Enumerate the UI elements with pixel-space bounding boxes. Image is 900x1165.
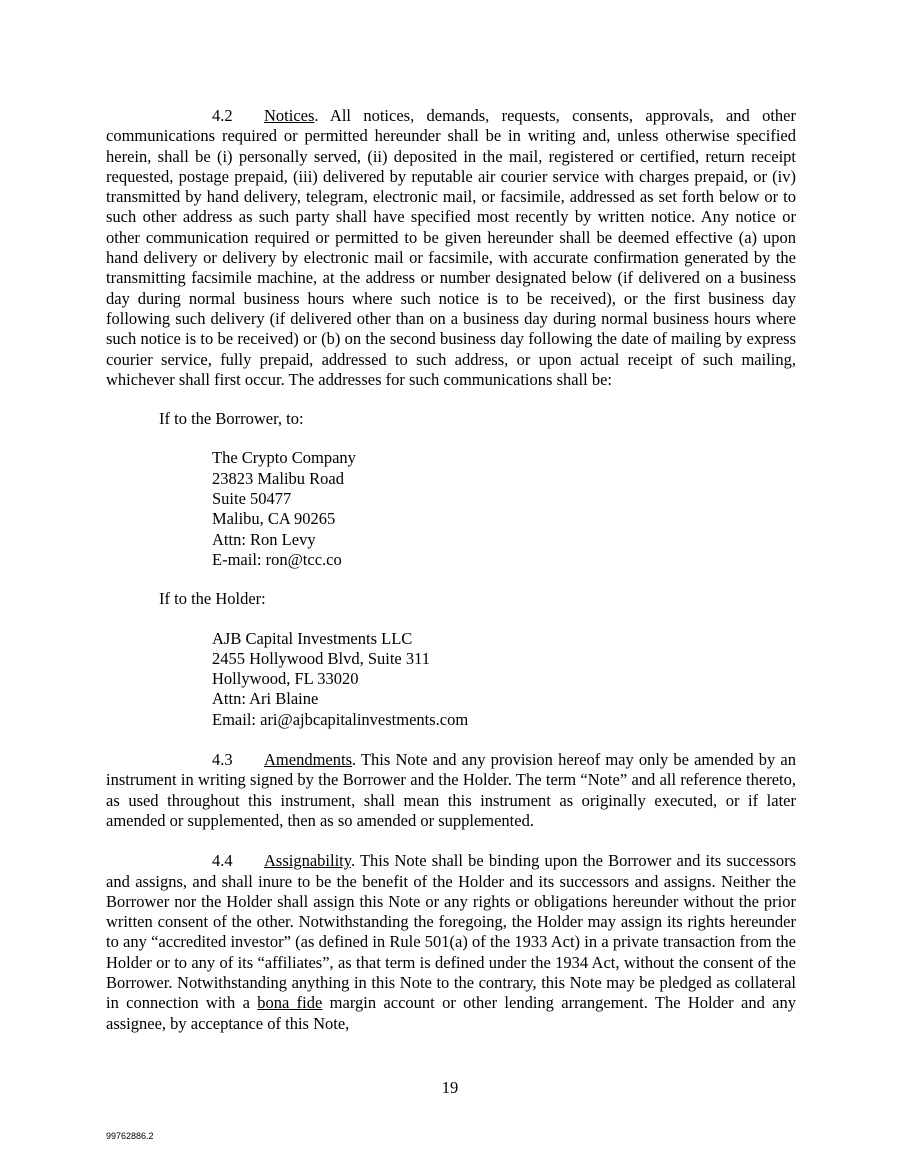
address-line: Attn: Ari Blaine	[212, 689, 319, 709]
section-number: 4.2	[212, 106, 233, 125]
address-line: The Crypto Company	[212, 448, 356, 468]
address-line: Suite 50477	[212, 489, 292, 509]
section-4-4	[106, 851, 796, 1034]
section-number: 4.4	[212, 851, 233, 871]
section-heading: Amendments	[264, 750, 352, 770]
address-line: 23823 Malibu Road	[212, 468, 344, 488]
underlined-phrase: bona fide	[257, 993, 323, 1013]
address-line: AJB Capital Investments LLC	[212, 628, 413, 648]
holder-label: If to the Holder:	[159, 589, 266, 609]
page-number: 19	[441, 1078, 459, 1097]
address-line: Email: ari@ajbcapitalinvestments.com	[212, 709, 469, 729]
address-line: Malibu, CA 90265	[212, 509, 336, 529]
borrower-address	[212, 448, 796, 570]
body-text	[106, 106, 796, 1034]
section-heading: Assignability	[264, 851, 351, 871]
document-id: 99762886.2	[106, 1131, 154, 1141]
section-4-3	[106, 750, 796, 831]
address-line: Attn: Ron Levy	[212, 529, 316, 549]
holder-address	[212, 629, 796, 730]
borrower-label: If to the Borrower, to:	[159, 409, 304, 429]
section-4-2	[106, 106, 796, 390]
section-text: . All notices, demands, requests, consents, approvals, and other communications required or permitted hereunder shall be in writing and, unless otherwise specified herein, shall be (i) personally served, (ii) deposited in the mail, registered or certified, return receipt requested, postage prepaid, (iii) delivered by reputable air courier service with charges prepaid, or (iv) transmitted by hand delivery, telegram, electronic mail, or facsimile, addressed as set forth below or to such other address as such party shall have specified most recently by written notice. Any notice or other communication required or permitted to be given hereunder shall be deemed effective (a) upon hand delivery or delivery by electronic mail or facsimile, with accurate confirmation generated by the transmitting facsimile machine, at the address or number designated below (if delivered on a business day during normal business hours where such notice is to be received), or the first business day following such delivery (if delivered other than on a business day during normal business hours where such notice is to be received) or (b) on the second business day following the date of mailing by express courier service, fully prepaid, addressed to such address, or upon actual receipt of such mailing, whichever shall first occur. The addresses for such communications shall be:	[106, 106, 796, 389]
section-text-continued: margin account or other lending arrangement. The Holder and any assignee, by acceptance of this Note,	[106, 993, 797, 1033]
section-number: 4.3	[212, 750, 233, 770]
address-line: E-mail: ron@tcc.co	[212, 549, 342, 569]
section-text: . This Note and any provision hereof may only be amended by an instrument in writing signed by the Borrower and the Holder. The term “Note” and all reference thereto, as used throughout this instrument, shall mean this instrument as originally executed, or if later amended or supplemented, then as so amended or supplemented.	[106, 750, 796, 830]
address-line: 2455 Hollywood Blvd, Suite 311	[212, 648, 431, 668]
section-heading: Notices	[264, 106, 315, 125]
section-text: . This Note shall be binding upon the Borrower and its successors and assigns, and shall inure to be the benefit of the Holder and its successors and assigns. Neither the Borrower nor the Holder shall assign this Note or any rights or obligations hereunder without the prior written consent of the other. Notwithstanding the foregoing, the Holder may assign its rights hereunder to any “accredited investor” (as defined in Rule 501(a) of the 1933 Act) in a private transaction from the Holder or to any of its “affiliates”, as that term is defined under the 1934 Act, without the consent of the Borrower. Notwithstanding anything in this Note to the contrary, this Note may be pledged as collateral in connection with a	[106, 851, 796, 1013]
address-line: Hollywood, FL 33020	[212, 669, 359, 689]
